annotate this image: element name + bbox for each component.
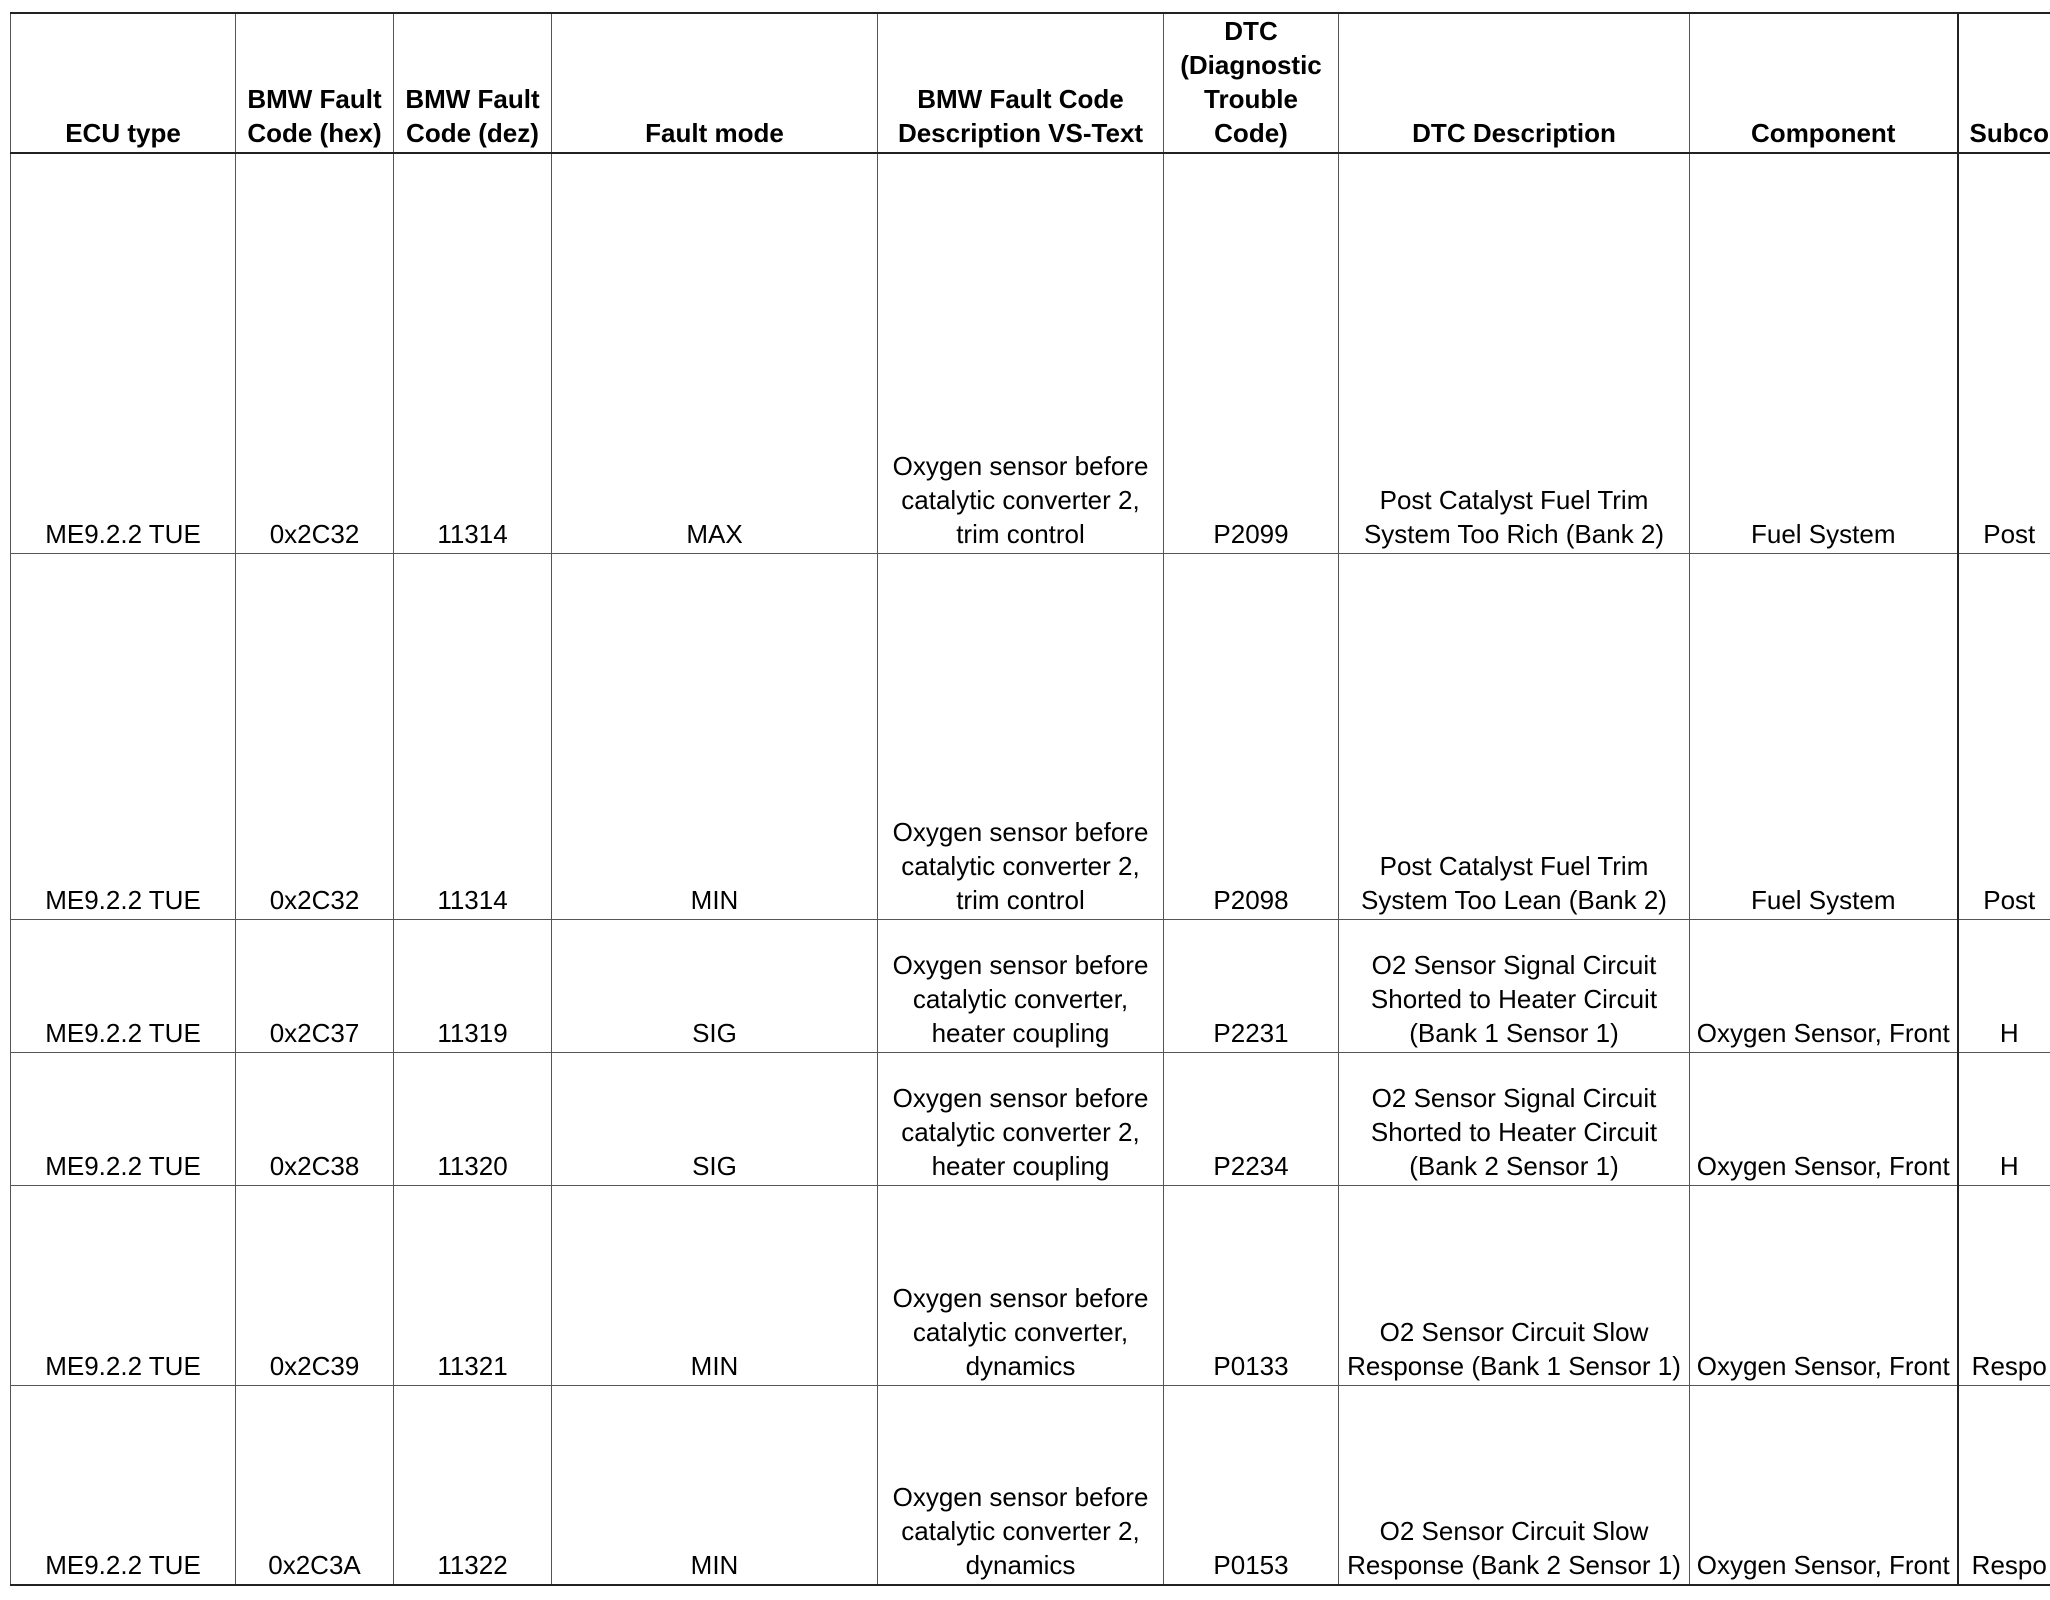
fault-code-table (10, 12, 2050, 1586)
cell-vs-text[interactable]: Oxygen sensor before catalytic converter 2, trim control (878, 553, 1164, 919)
cell-fault-mode[interactable]: MAX (552, 153, 878, 553)
cell-fault-hex[interactable]: 0x2C32 (236, 153, 394, 553)
cell-fault-dez[interactable]: 11322 (394, 1385, 552, 1585)
header-component[interactable]: Component (1690, 13, 1958, 153)
cell-fault-hex[interactable]: 0x2C32 (236, 553, 394, 919)
cell-fault-hex[interactable]: 0x2C37 (236, 919, 394, 1052)
cell-subcomponent[interactable]: Respo (1958, 1185, 2050, 1385)
header-fault-mode[interactable]: Fault mode (552, 13, 878, 153)
cell-fault-dez[interactable]: 11319 (394, 919, 552, 1052)
cell-fault-dez[interactable]: 11320 (394, 1052, 552, 1185)
cell-subcomponent[interactable]: Respo (1958, 1385, 2050, 1585)
cell-fault-dez[interactable]: 11314 (394, 153, 552, 553)
cell-fault-mode[interactable]: SIG (552, 1052, 878, 1185)
cell-dtc-description[interactable]: O2 Sensor Circuit Slow Response (Bank 1 Sensor 1) (1339, 1185, 1690, 1385)
header-ecu-type[interactable]: ECU type (11, 13, 236, 153)
cell-fault-hex[interactable]: 0x2C39 (236, 1185, 394, 1385)
cell-dtc[interactable]: P2231 (1164, 919, 1339, 1052)
cell-vs-text[interactable]: Oxygen sensor before catalytic converter 2, dynamics (878, 1385, 1164, 1585)
cell-vs-text[interactable]: Oxygen sensor before catalytic converter, dynamics (878, 1185, 1164, 1385)
cell-dtc-description[interactable]: O2 Sensor Signal Circuit Shorted to Heater Circuit (Bank 2 Sensor 1) (1339, 1052, 1690, 1185)
cell-dtc[interactable]: P2099 (1164, 153, 1339, 553)
header-dtc[interactable]: DTC (Diagnostic Trouble Code) (1164, 13, 1339, 153)
cell-vs-text[interactable]: Oxygen sensor before catalytic converter, heater coupling (878, 919, 1164, 1052)
cell-component[interactable]: Fuel System (1690, 553, 1958, 919)
cell-ecu-type[interactable]: ME9.2.2 TUE (11, 1052, 236, 1185)
cell-component[interactable]: Oxygen Sensor, Front (1690, 1052, 1958, 1185)
cell-fault-hex[interactable]: 0x2C3A (236, 1385, 394, 1585)
cell-subcomponent[interactable]: H (1958, 919, 2050, 1052)
cell-component[interactable]: Oxygen Sensor, Front (1690, 919, 1958, 1052)
header-fault-hex[interactable]: BMW Fault Code (hex) (236, 13, 394, 153)
cell-ecu-type[interactable]: ME9.2.2 TUE (11, 1385, 236, 1585)
cell-dtc[interactable]: P0153 (1164, 1385, 1339, 1585)
cell-ecu-type[interactable]: ME9.2.2 TUE (11, 553, 236, 919)
cell-fault-hex[interactable]: 0x2C38 (236, 1052, 394, 1185)
cell-ecu-type[interactable]: ME9.2.2 TUE (11, 153, 236, 553)
cell-dtc[interactable]: P2234 (1164, 1052, 1339, 1185)
table-row (11, 1185, 2050, 1385)
table-row (11, 919, 2050, 1052)
cell-dtc[interactable]: P2098 (1164, 553, 1339, 919)
cell-fault-dez[interactable]: 11321 (394, 1185, 552, 1385)
cell-fault-mode[interactable]: MIN (552, 1385, 878, 1585)
cell-dtc[interactable]: P0133 (1164, 1185, 1339, 1385)
cell-vs-text[interactable]: Oxygen sensor before catalytic converter 2, trim control (878, 153, 1164, 553)
spreadsheet-view (10, 12, 2050, 1592)
table-row (11, 153, 2050, 553)
cell-fault-mode[interactable]: MIN (552, 553, 878, 919)
header-fault-dez[interactable]: BMW Fault Code (dez) (394, 13, 552, 153)
cell-fault-dez[interactable]: 11314 (394, 553, 552, 919)
header-subcomponent[interactable]: Subco (1958, 13, 2050, 153)
header-vs-text[interactable]: BMW Fault Code Description VS-Text (878, 13, 1164, 153)
cell-dtc-description[interactable]: Post Catalyst Fuel Trim System Too Rich (Bank 2) (1339, 153, 1690, 553)
cell-subcomponent[interactable]: Post (1958, 153, 2050, 553)
cell-fault-mode[interactable]: MIN (552, 1185, 878, 1385)
cell-dtc-description[interactable]: O2 Sensor Signal Circuit Shorted to Heater Circuit (Bank 1 Sensor 1) (1339, 919, 1690, 1052)
table-row (11, 1052, 2050, 1185)
cell-ecu-type[interactable]: ME9.2.2 TUE (11, 919, 236, 1052)
cell-dtc-description[interactable]: O2 Sensor Circuit Slow Response (Bank 2 Sensor 1) (1339, 1385, 1690, 1585)
cell-component[interactable]: Oxygen Sensor, Front (1690, 1385, 1958, 1585)
table-row (11, 1385, 2050, 1585)
cell-ecu-type[interactable]: ME9.2.2 TUE (11, 1185, 236, 1385)
cell-subcomponent[interactable]: Post (1958, 553, 2050, 919)
cell-subcomponent[interactable]: H (1958, 1052, 2050, 1185)
cell-dtc-description[interactable]: Post Catalyst Fuel Trim System Too Lean (Bank 2) (1339, 553, 1690, 919)
table-row (11, 553, 2050, 919)
header-dtc-description[interactable]: DTC Description (1339, 13, 1690, 153)
cell-component[interactable]: Oxygen Sensor, Front (1690, 1185, 1958, 1385)
cell-vs-text[interactable]: Oxygen sensor before catalytic converter 2, heater coupling (878, 1052, 1164, 1185)
cell-component[interactable]: Fuel System (1690, 153, 1958, 553)
cell-fault-mode[interactable]: SIG (552, 919, 878, 1052)
header-row (11, 13, 2050, 153)
